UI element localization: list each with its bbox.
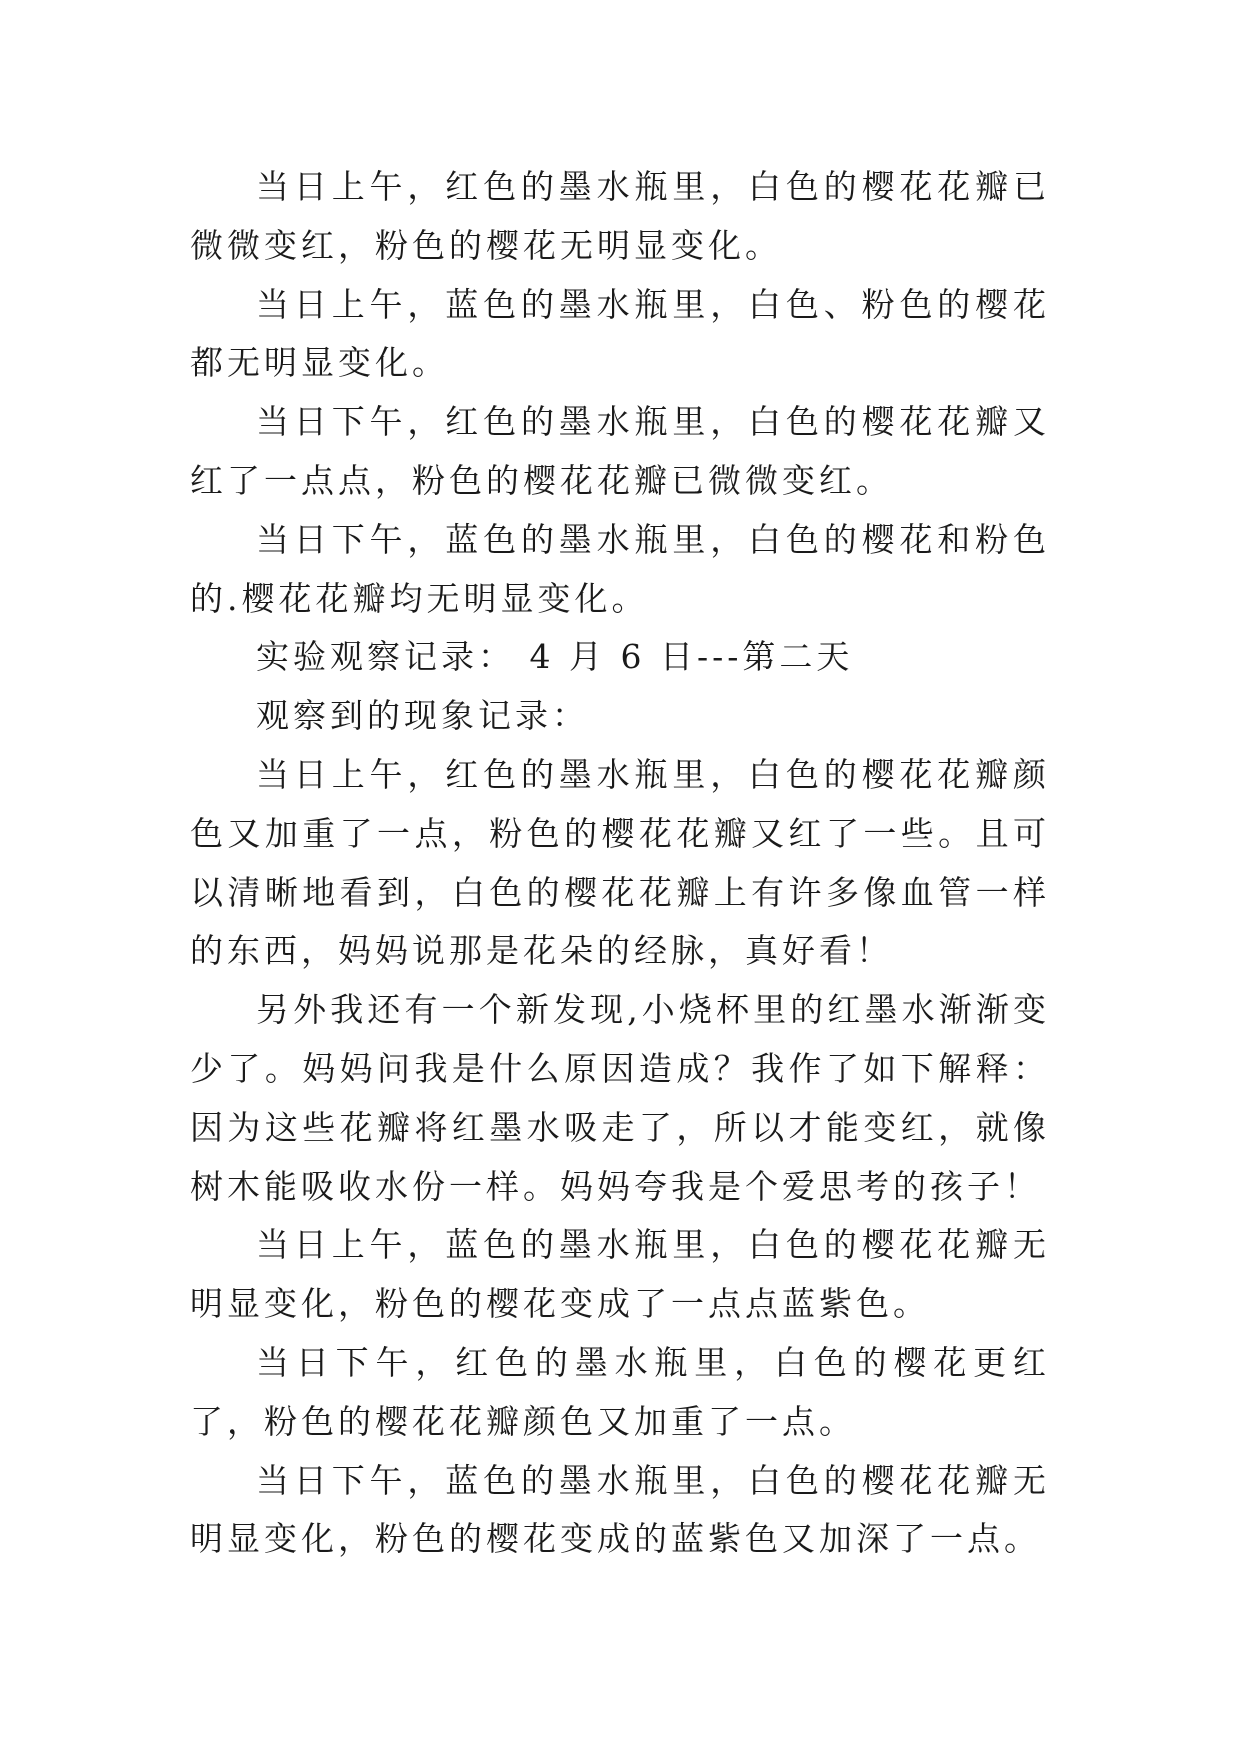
paragraph: 当日下午，蓝色的墨水瓶里，白色的樱花花瓣无明显变化，粉色的樱花变成的蓝紫色又加深了一点。: [190, 1460, 1050, 1559]
paragraph: 当日下午，红色的墨水瓶里，白色的樱花更红了，粉色的樱花花瓣颜色又加重了一点。: [190, 1342, 1050, 1441]
paragraph: 当日下午，红色的墨水瓶里，白色的樱花花瓣又红了一点点，粉色的樱花花瓣已微微变红。: [190, 402, 1050, 500]
subheading: 观察到的现象记录：: [256, 696, 589, 736]
paragraph: 当日下午，蓝色的墨水瓶里，白色的樱花和粉色的.樱花花瓣均无明显变化。: [190, 519, 1050, 618]
paragraph: 另外我还有一个新发现,小烧杯里的红墨水渐渐变少了。妈妈问我是什么原因造成？我作了如下解释：因为这些花瓣将红墨水吸走了，所以才能变红，就像树木能吸收水份一样。妈妈夸我是个爱思考的孩子！: [190, 990, 1050, 1206]
document-body: [190, 158, 1050, 1569]
paragraph: 当日上午，红色的墨水瓶里，白色的樱花花瓣颜色又加重了一点，粉色的樱花花瓣又红了一些。且可以清晰地看到，白色的樱花花瓣上有许多像血管一样的东西，妈妈说那是花朵的经脉，真好看！: [190, 754, 1050, 971]
section-heading: 实验观察记录： 4 月 6 日---第二天: [256, 637, 854, 677]
paragraph: 当日上午，蓝色的墨水瓶里，白色、粉色的樱花都无明显变化。: [190, 284, 1050, 383]
paragraph: 当日上午，蓝色的墨水瓶里，白色的樱花花瓣无明显变化，粉色的樱花变成了一点点蓝紫色。: [190, 1225, 1050, 1324]
paragraph: 当日上午，红色的墨水瓶里，白色的樱花花瓣已微微变红，粉色的樱花无明显变化。: [190, 167, 1050, 265]
